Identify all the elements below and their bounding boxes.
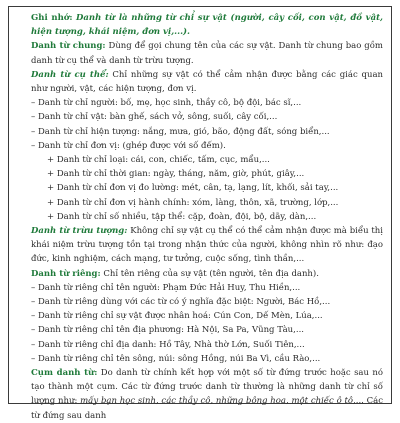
note-text: Danh từ là những từ chỉ sự vật (người, cây cối, con vật, đồ vật, hiện tượng, khái niệm, đơn vị,...). bbox=[31, 13, 384, 38]
noun-phrase-paragraph bbox=[19, 366, 383, 423]
common-noun-paragraph bbox=[19, 39, 383, 67]
list-item: – Danh từ chỉ vật: bàn ghế, sách vở, sông, suối, cây cối,... bbox=[31, 112, 278, 123]
note-label: Ghi nhớ: bbox=[31, 13, 73, 23]
list-item: – Danh từ chỉ người: bố, mẹ, học sinh, thầy cô, bộ đội, bác sĩ,... bbox=[31, 98, 302, 109]
list-item: + Danh từ chỉ đơn vị hành chính: xóm, làng, thôn, xã, trường, lớp,... bbox=[47, 197, 339, 208]
noun-phrase-text: Do danh từ chính kết hợp với một số từ đứng trước hoặc sau nó tạo thành một cụm. Các từ đứng trước danh từ thường là những danh từ chỉ số lượng như: bbox=[31, 368, 383, 407]
abstract-noun-label: Danh từ trừu tượng: bbox=[31, 226, 128, 237]
proper-noun-text: Chỉ tên riêng của sự vật (tên người, tên địa danh). bbox=[100, 268, 319, 279]
proper-noun-paragraph bbox=[19, 267, 383, 281]
noun-phrase-examples: mấy bạn học sinh, các thầy cô, những bông hoa, một chiếc ô tô,... bbox=[80, 396, 364, 407]
common-noun-text: Dùng để gọi chung tên của các sự vật. Danh từ chung bao gồm danh từ cụ thể và danh từ trừu tượng. bbox=[31, 41, 383, 66]
abstract-noun-paragraph bbox=[19, 224, 383, 267]
common-noun-label: Danh từ chung: bbox=[31, 41, 106, 52]
concrete-noun-paragraph bbox=[19, 68, 383, 96]
list-item: – Danh từ riêng chỉ tên sông, núi: sông Hồng, núi Ba Vì, cầu Rào,... bbox=[31, 353, 321, 364]
note-paragraph bbox=[19, 11, 383, 39]
concrete-noun-label: Danh từ cụ thể: bbox=[31, 69, 109, 80]
noun-phrase-label: Cụm danh từ: bbox=[31, 368, 98, 379]
list-item: – Danh từ riêng chỉ địa danh: Hồ Tây, Nhà thờ Lớn, Suối Tiên,... bbox=[31, 339, 305, 350]
note-box bbox=[8, 6, 392, 421]
list-item: + Danh từ chỉ đơn vị đo lường: mét, cân, tạ, lạng, lít, khối, sải tay,... bbox=[47, 183, 339, 194]
abstract-noun-text: Không chỉ sự vật cụ thể có thể cảm nhận được mà biểu thị khái niệm trừu tượng tồn tại trong nhận thức của người, không nhìn rõ như: đạo đức, kinh nghiệm, cách mạng, tư tưởng, cuộc sống, tình thần,... bbox=[31, 226, 383, 265]
concrete-noun-text: Chỉ những sự vật có thể cảm nhận được bằng các giác quan như người, vật, các hiện tượng, đơn vị. bbox=[31, 69, 383, 95]
proper-noun-label: Danh từ riêng: bbox=[31, 268, 101, 279]
list-item: – Danh từ chỉ hiện tượng: nắng, mưa, gió, bão, động đất, sóng biển,... bbox=[31, 126, 330, 137]
list-item: + Danh từ chỉ số nhiều, tập thể: cặp, đoàn, đội, bộ, dãy, dàn,... bbox=[47, 211, 317, 222]
list-item: – Danh từ riêng chỉ tên địa phương: Hà Nội, Sa Pa, Vũng Tàu,... bbox=[31, 325, 304, 336]
list-item: + Danh từ chỉ loại: cái, con, chiếc, tấm, cục, mẩu,... bbox=[47, 155, 270, 166]
noun-phrase-tail: Các từ đứng sau danh bbox=[31, 396, 383, 421]
list-item: – Danh từ riêng chỉ sự vật được nhân hoá: Cún Con, Dế Mèn, Lúa,... bbox=[31, 311, 323, 322]
list-item: + Danh từ chỉ thời gian: ngày, tháng, năm, giờ, phút, giây,... bbox=[47, 169, 305, 180]
list-item: – Danh từ riêng dùng với các từ có ý nghĩa đặc biệt: Người, Bác Hồ,... bbox=[31, 297, 331, 308]
list-item: – Danh từ chỉ đơn vị: (ghép được với số đếm). bbox=[31, 140, 226, 151]
list-item: – Danh từ riêng chỉ tên người: Phạm Đức Hải Huy, Thu Hiền,... bbox=[31, 282, 301, 293]
